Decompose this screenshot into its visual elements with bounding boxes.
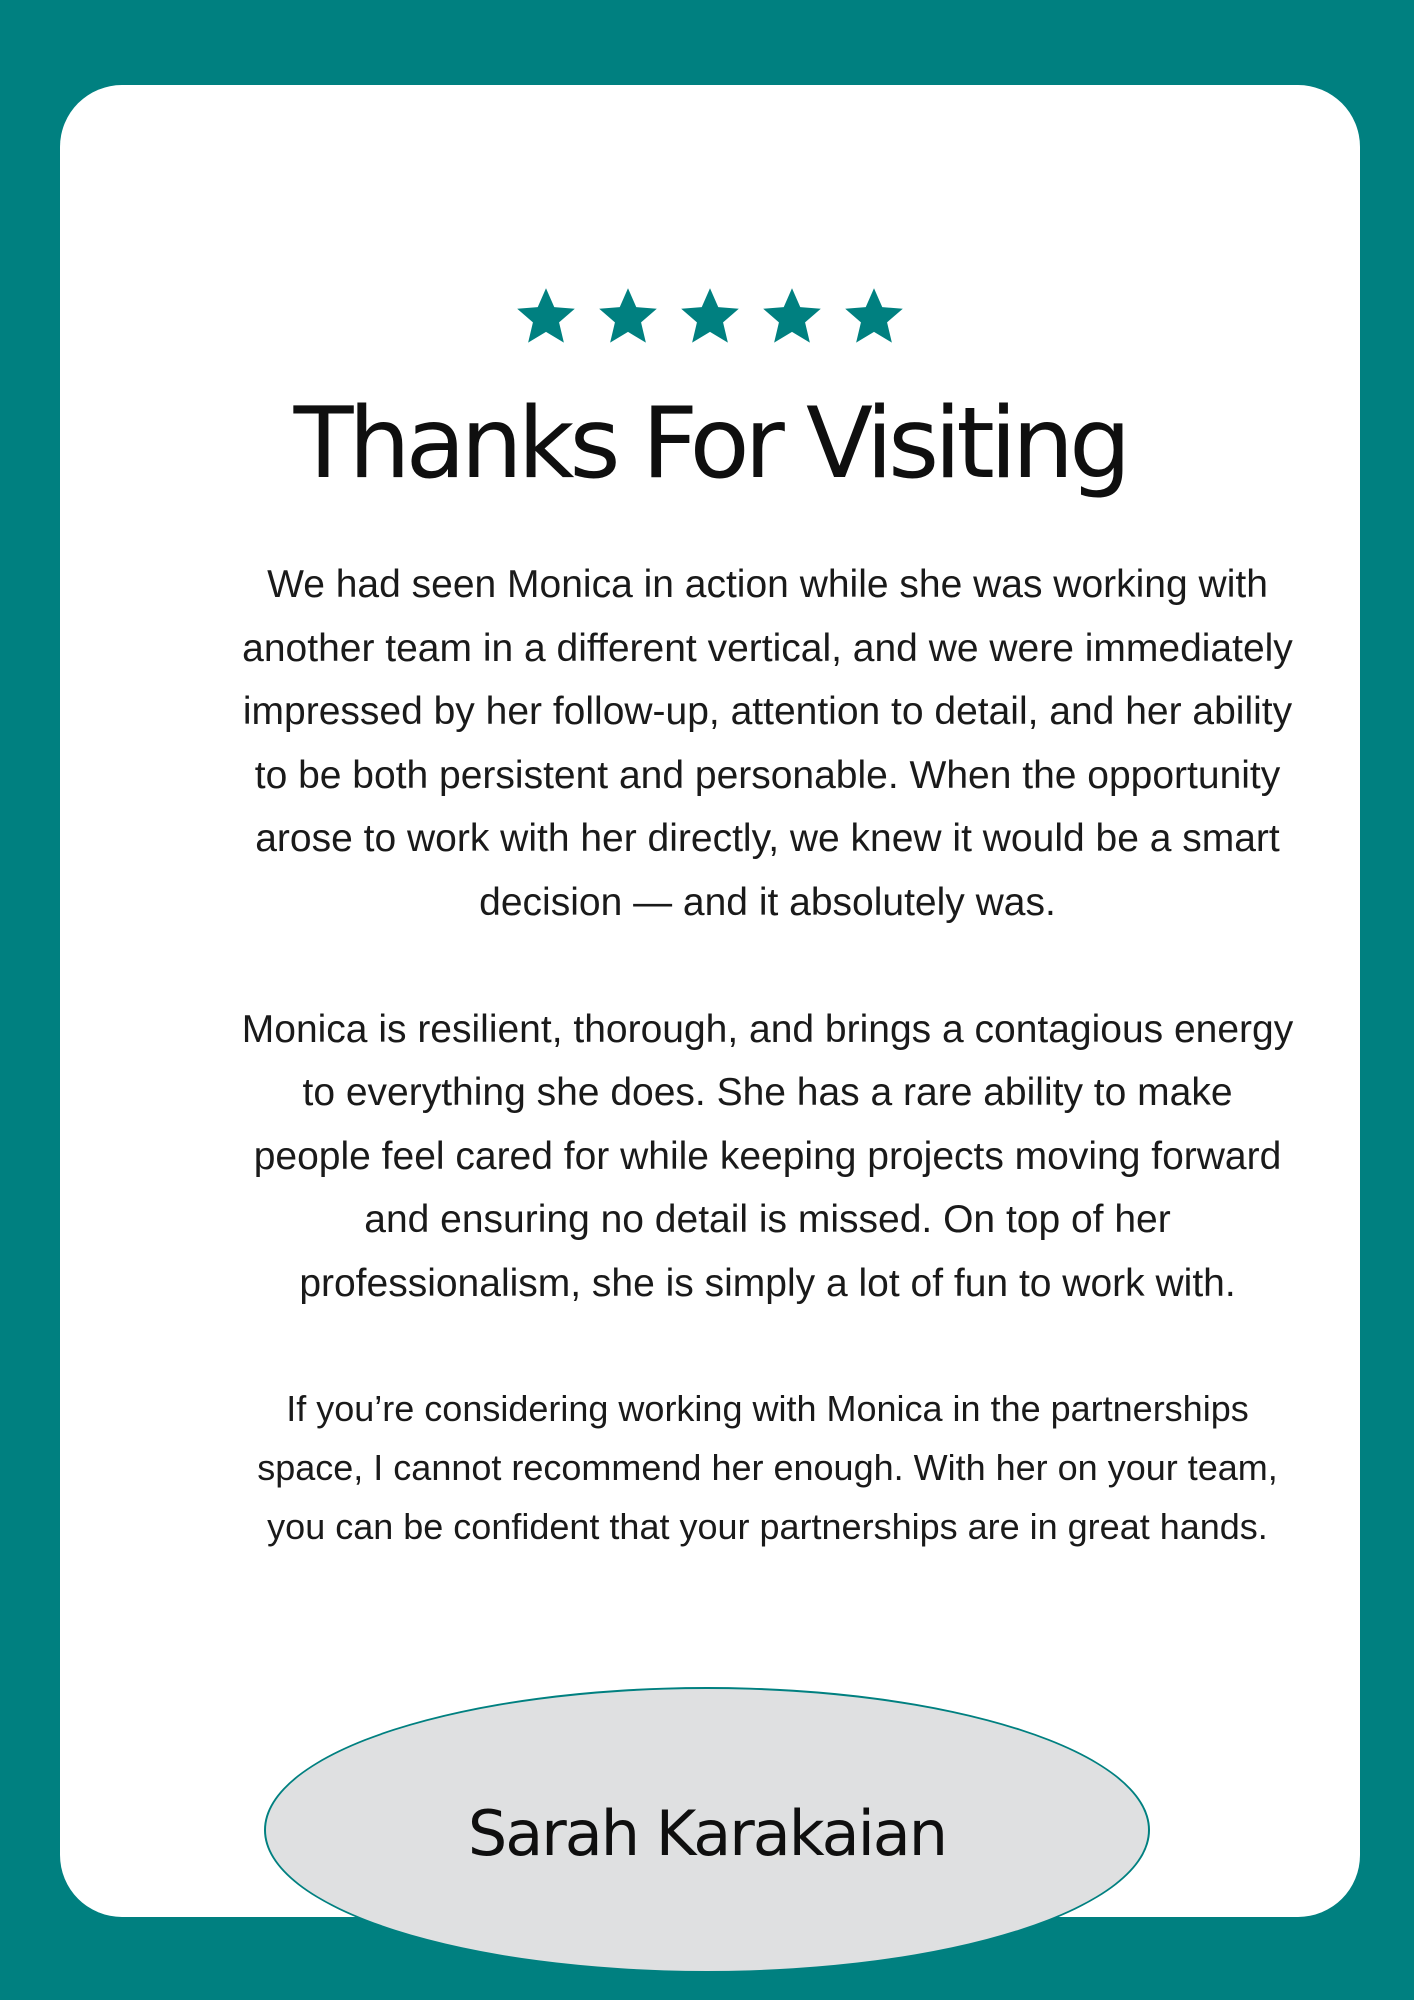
testimonial-paragraph: Monica is resilient, thorough, and brings a contagious energy to everything she does. She has a rare ability to make people feel cared for while keeping projects moving forward and ensuring no detail is missed. On top of her professionalism, she is simply a lot of fun to work with.: [241, 1007, 1294, 1305]
testimonial-card: [60, 85, 1360, 1917]
testimonial-paragraph: If you’re considering working with Monica in the partnerships space, I cannot recommend her enough. With her on your team, you can be confident that your partnerships are in great hands.: [257, 1387, 1278, 1547]
signature-badge: [264, 1687, 1150, 1973]
star-rating: [60, 285, 1360, 349]
star-icon: [514, 285, 578, 349]
star-icon: [842, 285, 906, 349]
testimonial-paragraph: We had seen Monica in action while she was working with another team in a different vertical, and we were immediately impressed by her follow-up, attention to detail, and her ability to be both persistent and personable. When the opportunity arose to work with her directly, we knew it would be a smart decision — and it absolutely was.: [242, 563, 1293, 924]
page-title: Thanks For Visiting: [293, 387, 1127, 501]
star-icon: [678, 285, 742, 349]
testimonial-body: [240, 553, 1295, 1592]
star-icon: [596, 285, 660, 349]
signature-name: Sarah Karakaian: [467, 1796, 947, 1870]
star-icon: [760, 285, 824, 349]
